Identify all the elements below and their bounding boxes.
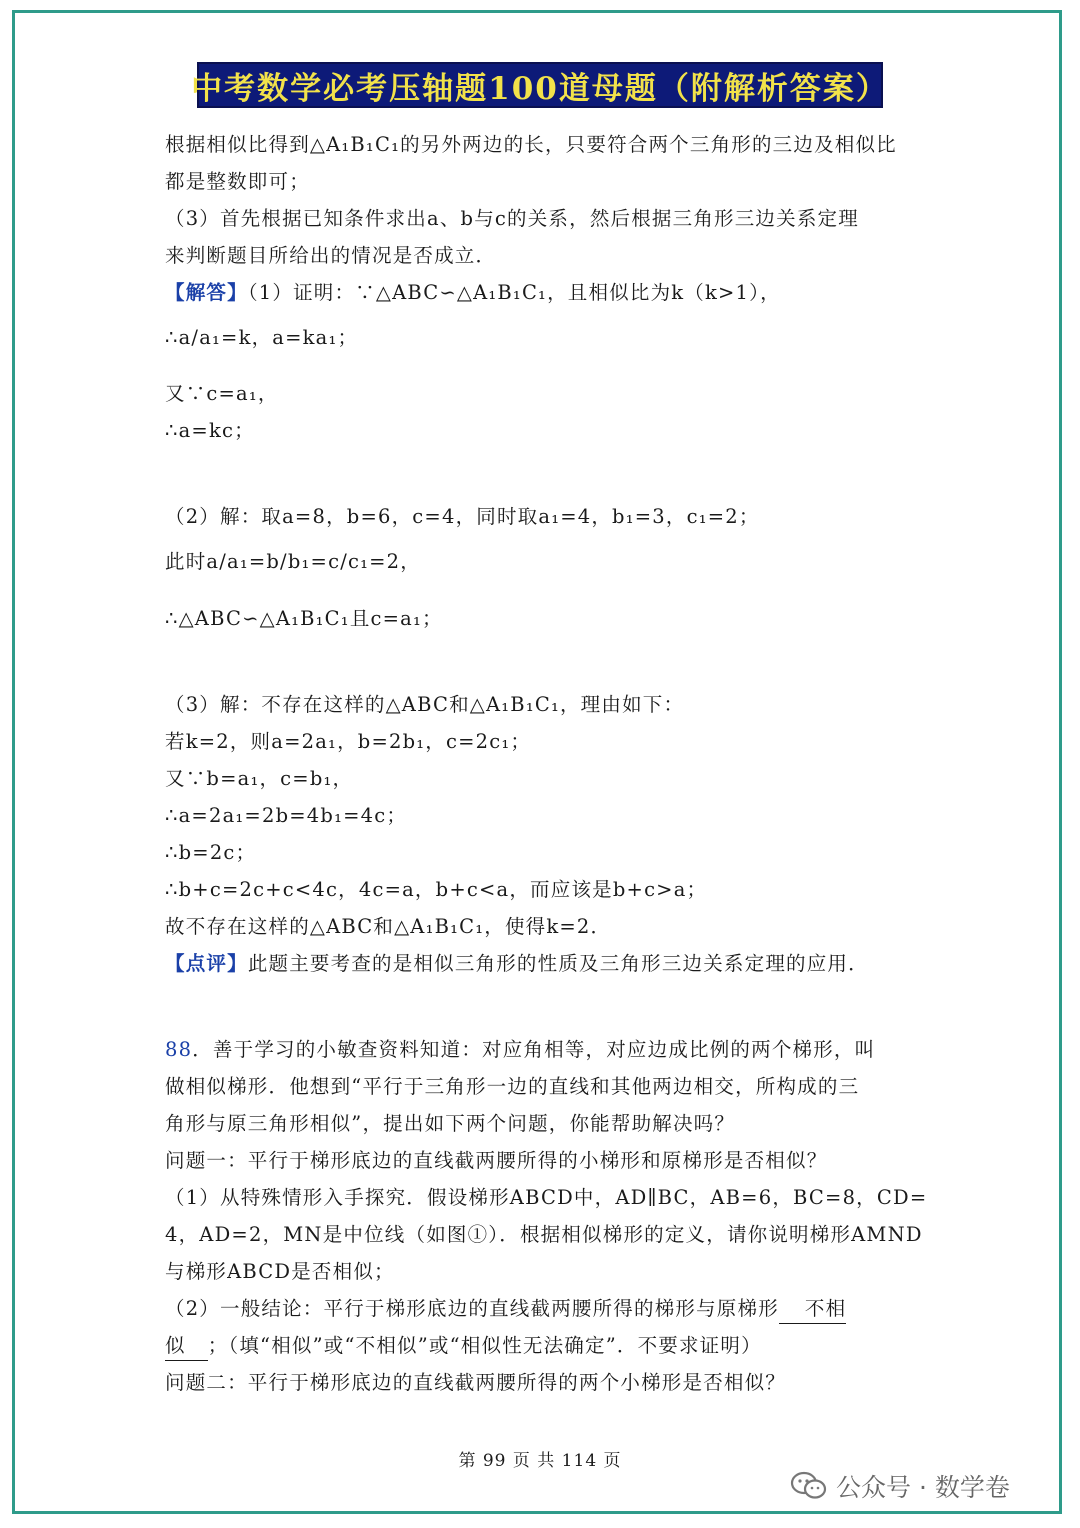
answer-tag: 【解答】 — [165, 281, 248, 304]
question-88-line-6: 4，AD=2，MN是中位线（如图①）．根据相似梯形的定义，请你说明梯形AMND — [165, 1223, 923, 1246]
question-number: 88 — [165, 1038, 193, 1061]
proof-line-ratio: ∴a/a₁=k，a=ka₁； — [165, 326, 359, 349]
proof-line-conclusion: ∴a=kc； — [165, 419, 255, 442]
part3-line-7: 故不存在这样的△ABC和△A₁B₁C₁，使得k=2． — [165, 915, 612, 938]
comment-line: 【点评】此题主要考查的是相似三角形的性质及三角形三边关系定理的应用． — [165, 952, 869, 975]
question-88-line-2: 做相似梯形．他想到“平行于三角形一边的直线和其他两边相交，所构成的三 — [165, 1075, 860, 1098]
page-frame — [12, 10, 1062, 1514]
question-88-line-4: 问题一：平行于梯形底边的直线截两腰所得的小梯形和原梯形是否相似？ — [165, 1149, 828, 1172]
question-88-line-1: 88．善于学习的小敏查资料知道：对应角相等，对应边成比例的两个梯形，叫 — [165, 1038, 876, 1061]
question-88-line-7: 与梯形ABCD是否相似； — [165, 1260, 395, 1283]
part3-line-1: （3）解：不存在这样的△ABC和△A₁B₁C₁，理由如下： — [165, 693, 685, 716]
part3-line-4: ∴a=2a₁=2b=4b₁=4c； — [165, 804, 408, 827]
question-88-line-10: 问题二：平行于梯形底边的直线截两腰所得的两个小梯形是否相似？ — [165, 1371, 787, 1394]
part2-line-ratio: 此时a/a₁=b/b₁=c/c₁=2， — [165, 550, 421, 573]
part2-line-conclusion: ∴△ABC∽△A₁B₁C₁且c=a₁； — [165, 607, 443, 630]
filled-answer-part2: 似 — [165, 1332, 208, 1361]
answer-heading-line: 【解答】（1）证明：∵△ABC∽△A₁B₁C₁，且相似比为k（k>1）， — [165, 281, 781, 304]
text-line-2: 都是整数即可； — [165, 170, 310, 193]
text-line-4: 来判断题目所给出的情况是否成立． — [165, 244, 497, 267]
wechat-icon — [790, 1470, 828, 1502]
filled-answer-part1: 不相 — [779, 1295, 846, 1324]
question-88-line-9: 似 ；（填“相似”或“不相似”或“相似性无法确定”．不要求证明） — [165, 1332, 925, 1362]
comment-tag: 【点评】 — [165, 952, 248, 975]
question-88-line-8: （2）一般结论：平行于梯形底边的直线截两腰所得的梯形与原梯形 不相 — [165, 1295, 925, 1325]
part2-line-values: （2）解：取a=8，b=6，c=4，同时取a₁=4，b₁=3，c₁=2； — [165, 505, 760, 528]
part3-line-3: 又∵b=a₁，c=b₁， — [165, 767, 354, 790]
question-88-line-3: 角形与原三角形相似”，提出如下两个问题，你能帮助解决吗？ — [165, 1112, 736, 1135]
watermark-text: 公众号 · 数学卷 — [836, 1473, 1010, 1502]
part3-line-6: ∴b+c=2c+c<4c，4c=a，b+c<a，而应该是b+c>a； — [165, 878, 708, 901]
proof-line-given: 又∵c=a₁， — [165, 382, 279, 405]
text-line-1 — [165, 131, 925, 161]
text-line-3: （3）首先根据已知条件求出a、b与c的关系，然后根据三角形三边关系定理 — [165, 207, 859, 230]
watermark — [790, 1468, 1010, 1504]
page-footer: 第 99 页 共 114 页 — [458, 1451, 622, 1471]
part3-line-5: ∴b=2c； — [165, 841, 257, 864]
part3-line-2: 若k=2，则a=2a₁，b=2b₁，c=2c₁； — [165, 730, 532, 753]
page-title: 中考数学必考压轴题100道母题（附解析答案） — [197, 62, 883, 108]
text-line-1-content: 根据相似比得到△A₁B₁C₁的另外两边的长，只要符合两个三角形的三边及相似比 — [165, 133, 897, 156]
question-88-line-5: （1）从特殊情形入手探究．假设梯形ABCD中，AD∥BC，AB=6，BC=8，CD= — [165, 1186, 928, 1209]
